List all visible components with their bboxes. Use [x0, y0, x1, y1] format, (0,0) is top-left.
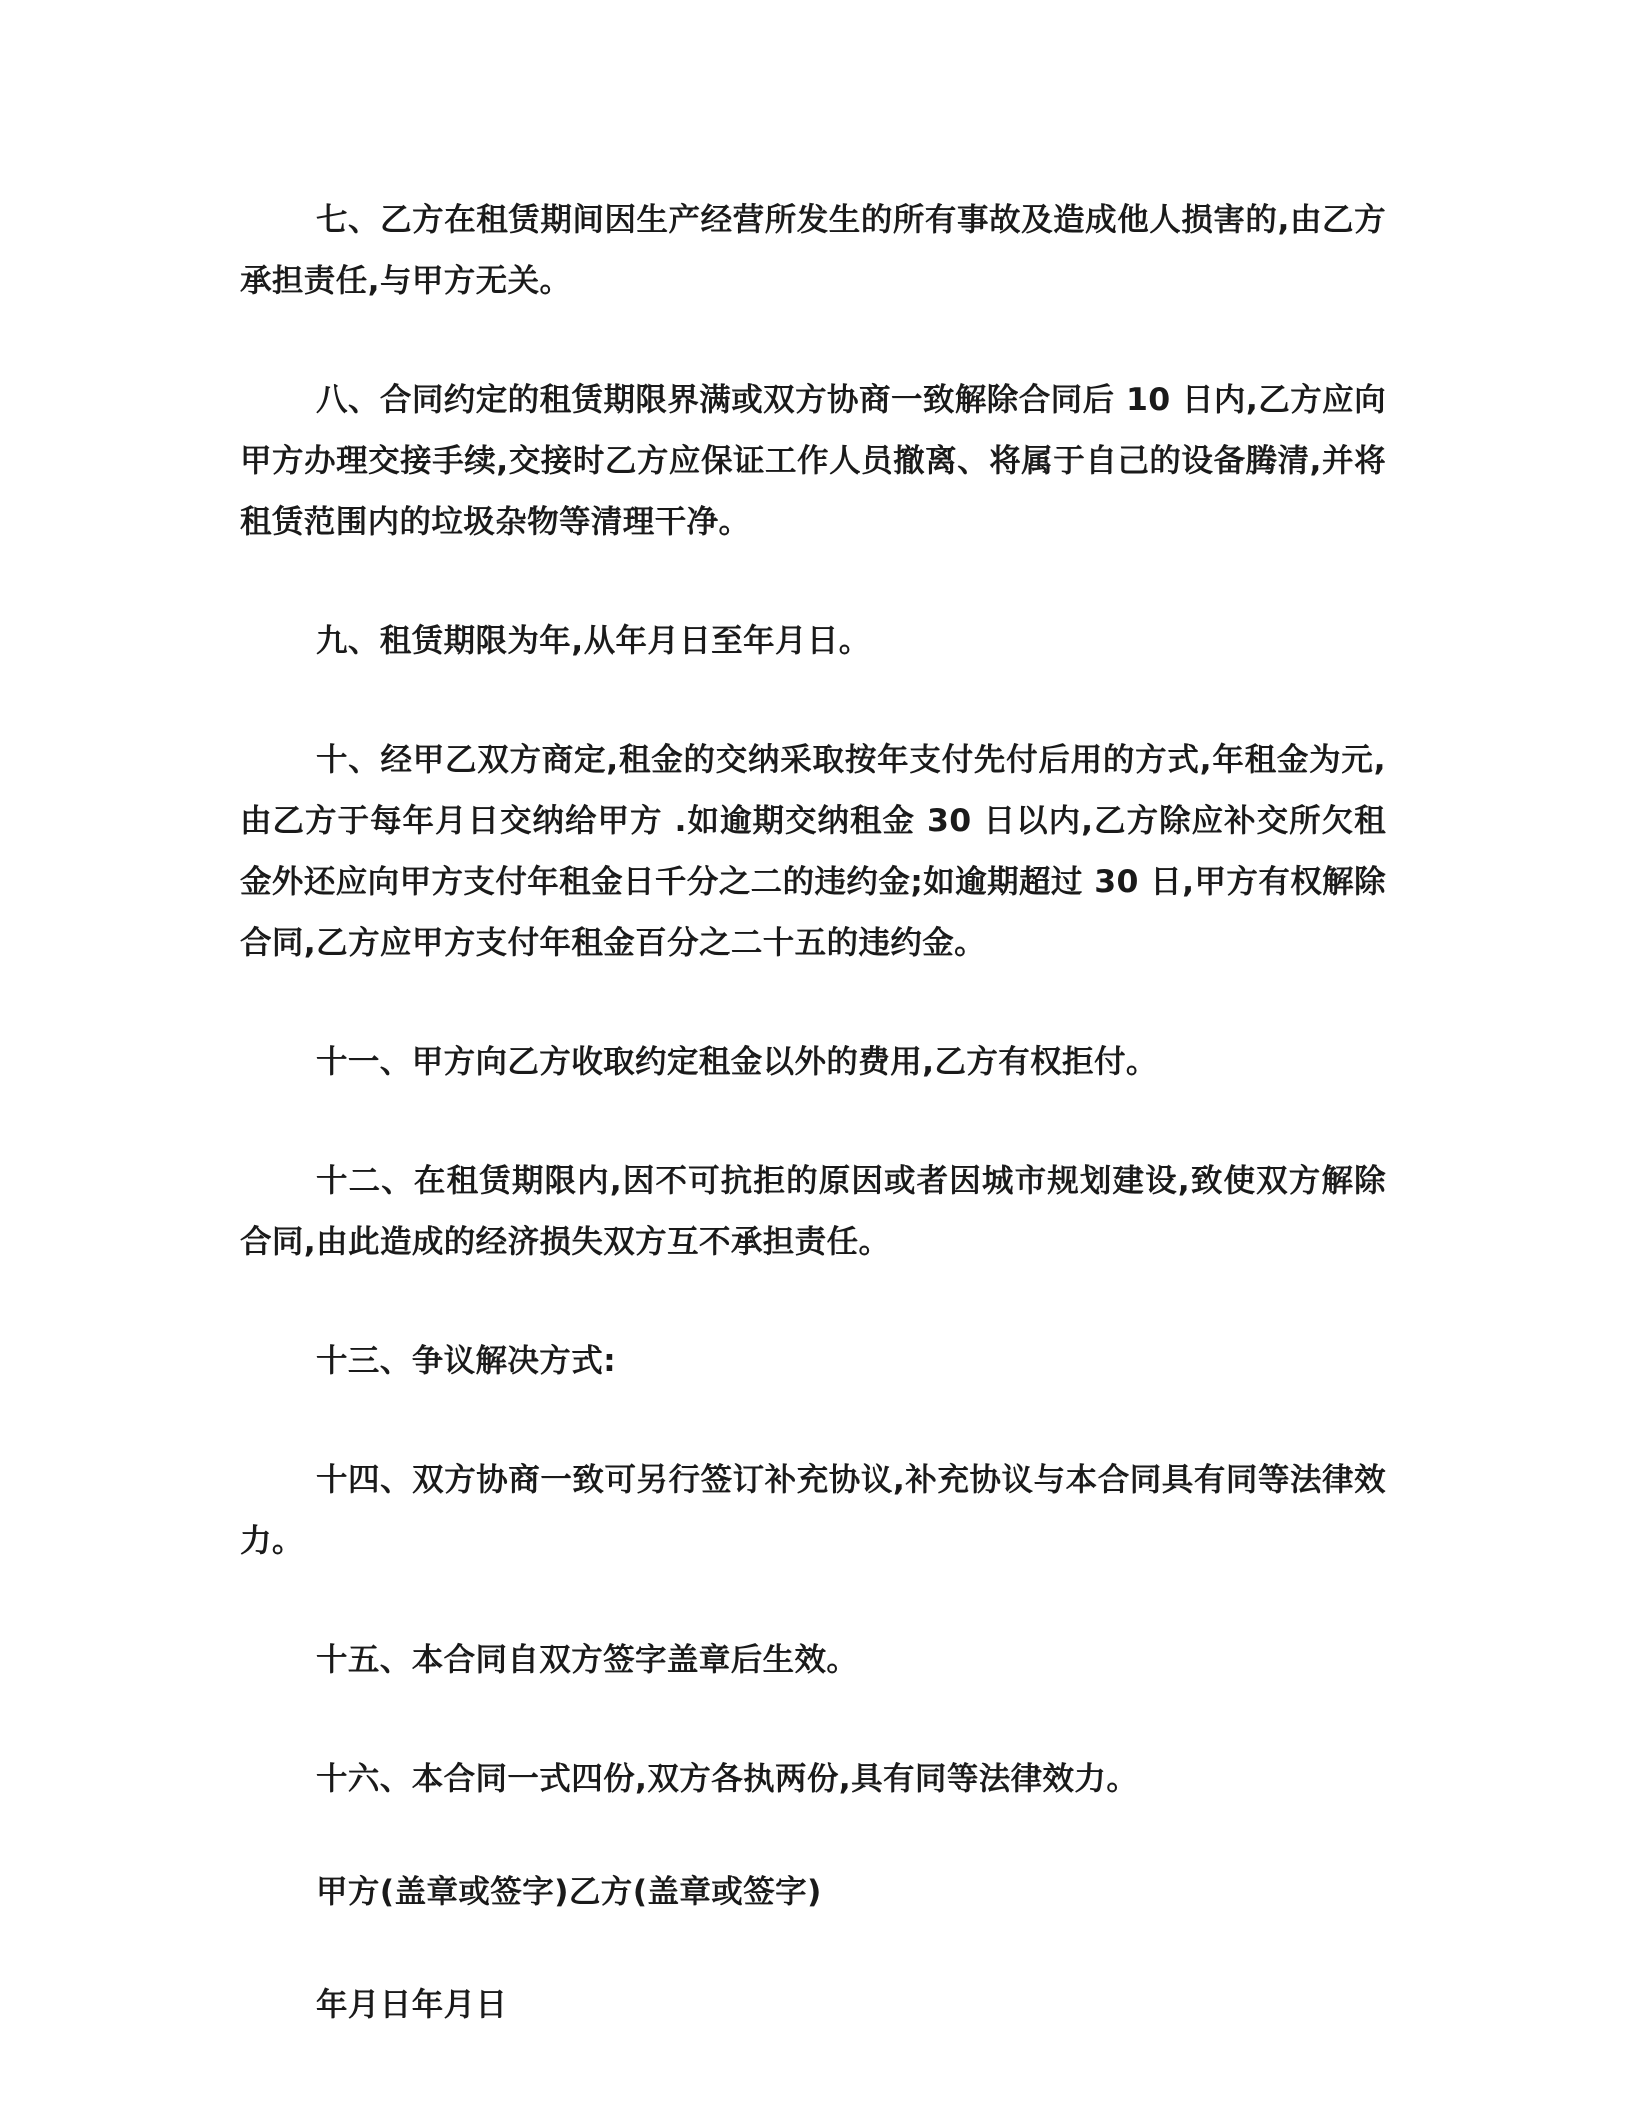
document-body — [240, 190, 1386, 2094]
clause-10: 十、经甲乙双方商定,租金的交纳采取按年支付先付后用的方式,年租金为元,由乙方于每年月日交纳给甲方 .如逾期交纳租金 30 日以内,乙方除应补交所欠租金外还应向甲方支付年租金日千分之二的违约金;如逾期超过 30 日,甲方有权解除合同,乙方应甲方支付年租金百分之二十五的违约金。 — [240, 742, 1386, 961]
clause-14: 十四、双方协商一致可另行签订补充协议,补充协议与本合同具有同等法律效力。 — [240, 1462, 1386, 1559]
clause-7: 七、乙方在租赁期间因生产经营所发生的所有事故及造成他人损害的,由乙方承担责任,与甲方无关。 — [240, 202, 1386, 299]
clause-16: 十六、本合同一式四份,双方各执两份,具有同等法律效力。 — [316, 1761, 1139, 1797]
clause-9: 九、租赁期限为年,从年月日至年月日。 — [316, 623, 871, 659]
clause-8: 八、合同约定的租赁期限界满或双方协商一致解除合同后 10 日内,乙方应向甲方办理交接手续,交接时乙方应保证工作人员撤离、将属于自己的设备腾清,并将租赁范围内的垃圾杂物等清理干净。 — [240, 382, 1386, 540]
signature-line: 甲方(盖章或签字)乙方(盖章或签字) — [316, 1874, 822, 1910]
clause-11: 十一、甲方向乙方收取约定租金以外的费用,乙方有权拒付。 — [316, 1044, 1158, 1080]
date-line: 年月日年月日 — [316, 1987, 508, 2023]
clause-13: 十三、争议解决方式: — [316, 1343, 617, 1379]
clause-12: 十二、在租赁期限内,因不可抗拒的原因或者因城市规划建设,致使双方解除合同,由此造成的经济损失双方互不承担责任。 — [240, 1163, 1386, 1260]
clause-15: 十五、本合同自双方签字盖章后生效。 — [316, 1642, 859, 1678]
